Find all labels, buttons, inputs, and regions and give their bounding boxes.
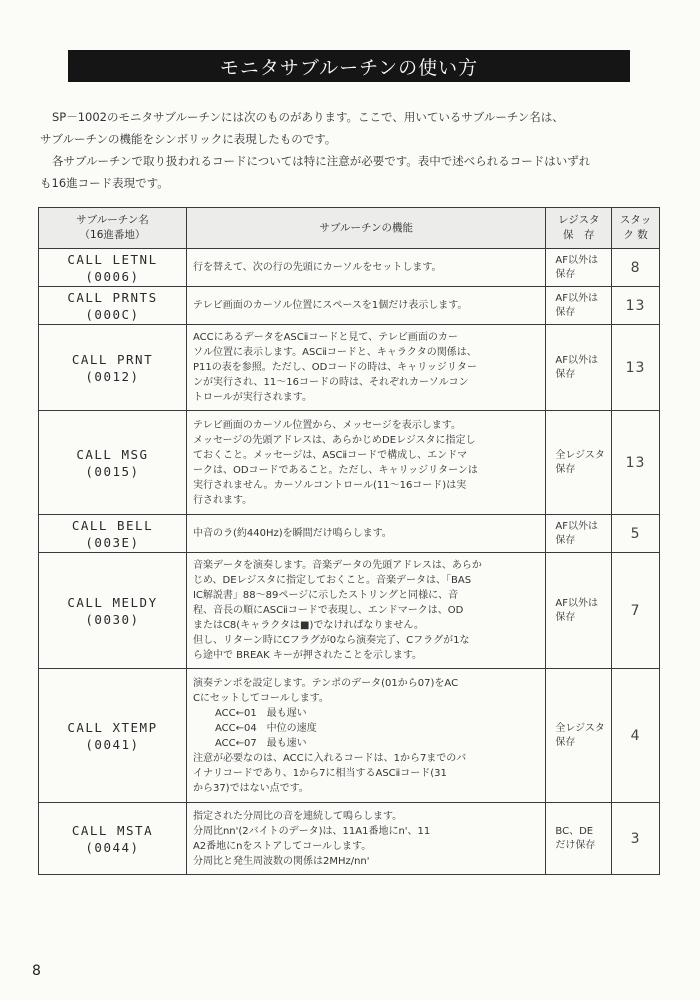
register-cell	[546, 249, 612, 287]
register-line1: AF以外は	[555, 354, 599, 366]
subroutine-name-cell	[39, 325, 187, 411]
function-cell	[186, 669, 545, 803]
function-line: メッセージの先頭アドレスは、あらかじめDEレジスタに指定し	[192, 434, 476, 446]
intro-line: も16進コード表現です。	[40, 176, 169, 190]
register-cell	[546, 411, 612, 515]
intro-paragraph	[40, 106, 662, 194]
function-line: イナリコードであり、1から7に相当するASCⅱコード(31	[192, 767, 447, 779]
header-stack-line1: スタッ	[619, 214, 652, 226]
register-line1: AF以外は	[555, 520, 599, 532]
header-register	[546, 208, 612, 249]
header-name-line2: （16進番地）	[79, 229, 146, 241]
function-line: ンが実行され、11～16コードの時は、それぞれカーソルコン	[192, 377, 469, 388]
table-row	[39, 553, 660, 669]
function-cell	[186, 515, 545, 553]
subroutine-name-cell	[39, 553, 187, 669]
function-line: 行されます。	[192, 494, 253, 506]
table-header-row	[39, 208, 660, 249]
function-line: ソル位置に表示します。ASCⅱコードと、キャラクタの関係は、	[192, 347, 477, 358]
subroutine-table	[38, 207, 660, 875]
register-line2: だけ保存	[555, 839, 596, 851]
register-line2: 保存	[555, 368, 576, 380]
function-line: 音楽データを演奏します。音楽データの先頭アドレスは、あらか	[192, 560, 482, 571]
page-title: モニタサブルーチンの使い方	[68, 50, 630, 82]
function-line: テレビ画面のカーソル位置にスペースを1個だけ表示します。	[192, 300, 468, 311]
subroutine-name: CALL MSG	[76, 446, 149, 462]
subroutine-address: (0012)	[85, 368, 140, 384]
table-row	[39, 411, 660, 515]
function-cell	[186, 249, 545, 287]
function-line: から37)ではない点です。	[192, 782, 309, 794]
subroutine-name-cell	[39, 803, 187, 875]
subroutine-name-cell	[39, 515, 187, 553]
function-line: 但し、リターン時にCフラグが0なら演奏完了、Cフラグが1な	[192, 635, 470, 646]
function-line: 分周比と発生周波数の関係は2MHz/nn'	[192, 855, 370, 867]
function-cell	[186, 553, 545, 669]
function-line: ておくこと。メッセージは、ASCⅱコードで構成し、エンドマ	[192, 449, 468, 461]
stack-cell: 13	[612, 411, 660, 515]
subroutine-name-cell	[39, 669, 187, 803]
register-line1: AF以外は	[555, 254, 599, 266]
function-cell	[186, 411, 545, 515]
function-line: ACCにあるデータをASCⅱコードと見て、テレビ画面のカー	[192, 332, 458, 343]
function-line: 中音のラ(約440Hz)を瞬間だけ鳴らします。	[192, 528, 392, 539]
register-cell	[546, 803, 612, 875]
function-line: Cにセットしてコールします。	[192, 692, 329, 704]
subroutine-name-cell	[39, 249, 187, 287]
register-cell	[546, 325, 612, 411]
subroutine-name: CALL MELDY	[67, 594, 158, 610]
register-line2: 保存	[555, 534, 576, 546]
register-line1: BC、DE	[555, 825, 594, 837]
header-name-line1: サブルーチン名	[76, 214, 149, 226]
stack-cell: 8	[612, 249, 660, 287]
function-line: トロールが実行されます。	[192, 392, 312, 403]
subroutine-address: (000C)	[85, 306, 140, 322]
function-line: ら途中で BREAK キーが押されたことを示します。	[192, 650, 423, 661]
function-line: P11の表を参照。ただし、ODコードの時は、キャリッジリター	[192, 362, 477, 373]
register-line1: AF以外は	[555, 597, 599, 609]
function-line: A2番地にnをストアしてコールします。	[192, 840, 372, 852]
subroutine-name: CALL LETNL	[67, 251, 158, 267]
header-stack	[612, 208, 660, 249]
function-line: ークは、ODコードであること。ただし、キャリッジリターンは	[192, 464, 478, 476]
register-line1: 全レジスタ	[555, 722, 605, 734]
table-row	[39, 325, 660, 411]
register-cell	[546, 515, 612, 553]
function-line: 行を替えて、次の行の先頭にカーソルをセットします。	[192, 262, 442, 273]
stack-cell: 3	[612, 803, 660, 875]
function-line: 注意が必要なのは、ACCに入れるコードは、1から7までのバ	[192, 752, 467, 764]
table-row	[39, 669, 660, 803]
register-cell	[546, 669, 612, 803]
register-line2: 保存	[555, 463, 576, 475]
function-line: じめ、DEレジスタに指定しておくこと。音楽データは、「BAS	[192, 575, 472, 586]
register-cell	[546, 553, 612, 669]
subroutine-address: (0041)	[85, 736, 140, 752]
page-number: 8	[32, 963, 41, 979]
subroutine-name: CALL MSTA	[71, 822, 154, 838]
register-line2: 保存	[555, 736, 576, 748]
intro-line: サブルーチンの機能をシンボリックに表現したものです。	[40, 132, 337, 146]
function-line: 程、音長の順にASCⅱコードで表現し、エンドマークは、OD	[192, 605, 464, 616]
function-line: またはC8(キャラクタは■)でなければなりません。	[192, 620, 424, 631]
header-function: サブルーチンの機能	[186, 208, 545, 249]
header-name	[39, 208, 187, 249]
function-cell	[186, 287, 545, 325]
stack-cell: 13	[612, 287, 660, 325]
function-line: ACC←07 最も速い	[214, 737, 307, 749]
stack-cell: 5	[612, 515, 660, 553]
table-row	[39, 287, 660, 325]
subroutine-address: (0030)	[85, 611, 140, 627]
subroutine-name-cell	[39, 287, 187, 325]
subroutine-name-cell	[39, 411, 187, 515]
table-row	[39, 803, 660, 875]
stack-cell: 13	[612, 325, 660, 411]
function-line: ACC←04 中位の速度	[214, 722, 317, 734]
header-register-line1: レジスタ	[558, 214, 600, 226]
subroutine-address: (0015)	[85, 463, 140, 479]
function-line: 実行されません。カーソルコントロール(11～16コード)は実	[192, 479, 467, 491]
subroutine-address: (0006)	[85, 268, 140, 284]
register-line1: 全レジスタ	[555, 449, 605, 461]
register-line2: 保存	[555, 306, 576, 318]
function-line: 演奏テンポを設定します。テンポのデータ(01から07)をAC	[192, 677, 459, 689]
subroutine-name: CALL BELL	[71, 517, 154, 533]
stack-cell: 7	[612, 553, 660, 669]
intro-line: SP－1002のモニタサブルーチンには次のものがあります。ここで、用いているサブルーチン名は、	[52, 110, 564, 124]
register-line2: 保存	[555, 268, 576, 280]
register-cell	[546, 287, 612, 325]
subroutine-name: CALL PRNT	[71, 351, 154, 367]
function-line: ACC←01 最も遅い	[214, 707, 307, 719]
table-row	[39, 249, 660, 287]
header-stack-line2: ク 数	[623, 229, 648, 241]
register-line1: AF以外は	[555, 292, 599, 304]
register-line2: 保存	[555, 611, 576, 623]
subroutine-name: CALL XTEMP	[67, 719, 158, 735]
subroutine-address: (0044)	[85, 839, 140, 855]
table-row	[39, 515, 660, 553]
function-line: 指定された分周比の音を連続して鳴らします。	[192, 810, 403, 822]
stack-cell: 4	[612, 669, 660, 803]
function-line: IC解説書」88～89ページに示したストリングと同様に、音	[192, 590, 459, 601]
function-line: テレビ画面のカーソル位置から、メッセージを表示します。	[192, 419, 461, 431]
function-cell	[186, 325, 545, 411]
function-line: 分周比nn'(2バイトのデータ)は、11A1番地にn'、11	[192, 825, 431, 837]
header-register-line2: 保 存	[562, 229, 595, 241]
intro-line: 各サブルーチンで取り扱われるコードについては特に注意が必要です。表中で述べられるコードはいずれ	[52, 154, 591, 168]
subroutine-address: (003E)	[85, 534, 140, 550]
function-cell	[186, 803, 545, 875]
subroutine-name: CALL PRNTS	[67, 289, 158, 305]
